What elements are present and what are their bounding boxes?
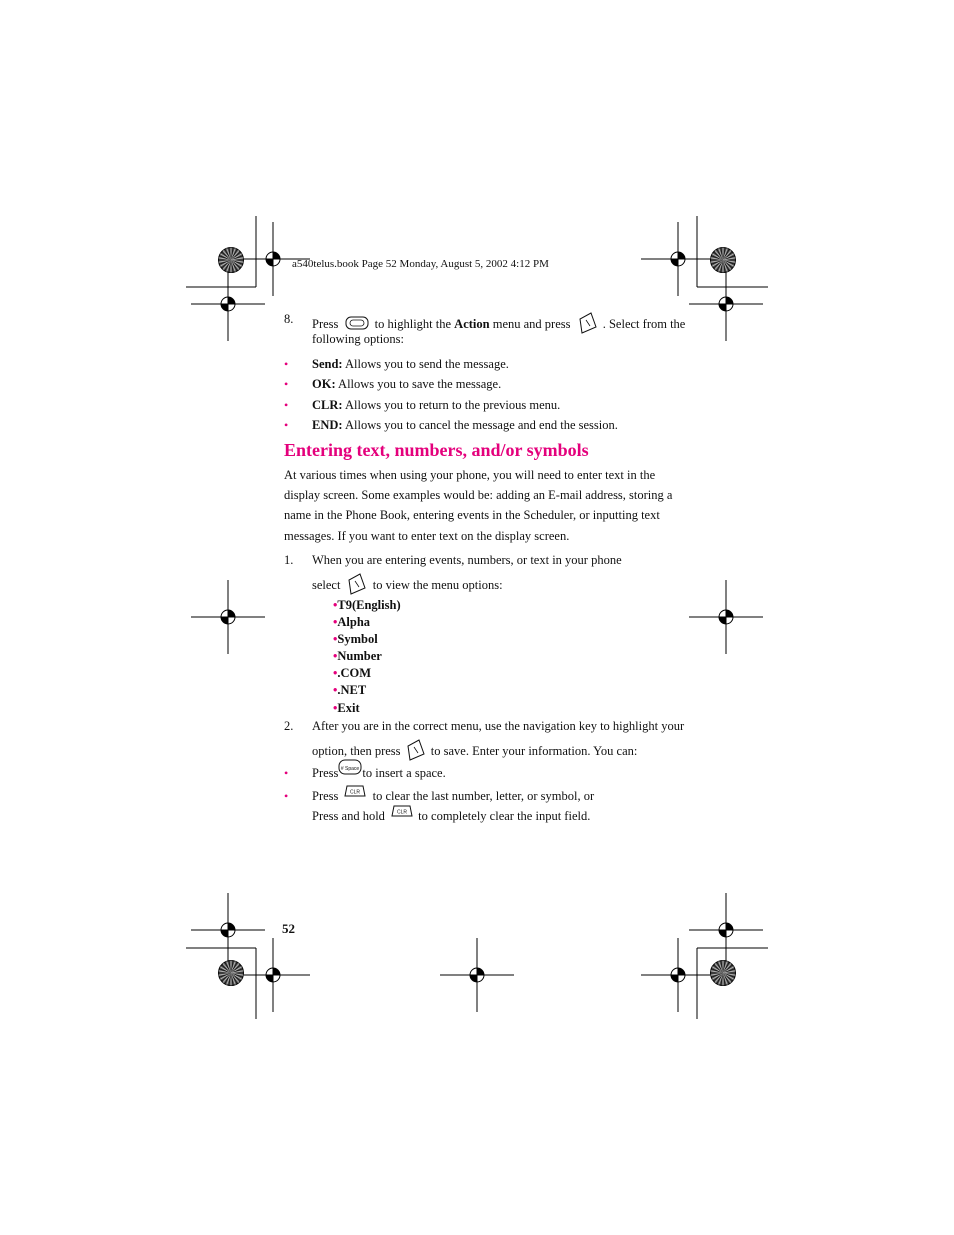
space-key-icon [338,758,362,780]
starburst-target [710,960,736,986]
clr-key-label: CLR [349,789,360,796]
step-text: . Select from the [602,316,686,331]
option-item [284,376,501,392]
registration-target [689,267,763,341]
step-text: option, then press [312,743,401,758]
option-desc: Allows you to send the message. [345,357,509,371]
registration-target [191,267,265,341]
bullet: • [284,398,289,412]
space-key-label: # Space [341,766,360,772]
intro-line: name in the Phone Book, entering events in the Scheduler, or inputting text [284,508,660,522]
section-heading: Entering text, numbers, and/or symbols [284,440,589,460]
bullet: • [284,377,289,391]
step-text: to view the menu options: [372,577,503,592]
menu-option-item [333,648,382,665]
press-hold-text: Press and hold [312,809,385,823]
step-text: to insert a space. [362,765,446,780]
intro-line: At various times when using your phone, you will need to enter text in the [284,468,656,482]
option-item [284,356,509,372]
bullet: • [284,765,289,780]
step-1-line-1: When you are entering events, numbers, or text in your phone [312,553,622,567]
option-label: Send: [312,357,343,371]
option-label: OK: [312,377,336,391]
menu-option-label: .COM [337,666,372,680]
clr-bullet-item [284,788,594,806]
select-text: select [312,577,341,592]
press-text: Press [312,765,339,780]
intro-line: display screen. Some examples would be: adding an E-mail address, storing a [284,488,673,502]
space-bullet-item [284,763,446,785]
step-text: to highlight the [374,316,452,331]
ok-key-icon [406,738,426,766]
starburst-target [218,247,244,273]
step-text: to completely clear the input field. [418,809,591,823]
step-number: 2. [284,719,294,733]
registration-target [689,580,763,654]
menu-option-label: Number [337,649,382,663]
bullet: • [333,615,338,629]
ok-key-icon [578,311,598,339]
menu-option-item [333,665,371,682]
step-text: to save. Enter your information. You can: [430,743,638,758]
bullet: • [284,357,289,371]
step-1-line-2 [312,572,503,600]
bullet: • [333,598,338,612]
bullet: • [284,789,289,803]
menu-option-label: .NET [337,683,367,697]
press-text: Press [312,789,339,803]
option-label: CLR: [312,398,343,412]
registration-target [641,938,715,1012]
menu-option-label: Symbol [337,632,378,646]
bullet: • [284,418,289,432]
step-number: 1. [284,553,294,567]
clr-bullet-line-2 [312,808,590,826]
intro-line: messages. If you want to enter text on the display screen. [284,529,570,543]
clr-key-label: CLR [397,809,408,816]
menu-key-icon [347,572,367,600]
action-menu-label: Action [454,316,490,331]
option-item [284,397,560,413]
option-item [284,417,618,433]
step-text: to clear the last number, letter, or symbol, or [372,789,595,803]
bullet: • [333,683,338,697]
bullet: • [333,649,338,663]
menu-option-item [333,682,366,699]
press-text: Press [312,316,339,331]
option-desc: Allows you to return to the previous menu. [345,398,561,412]
registration-target [236,938,310,1012]
step-2-line-1: After you are in the correct menu, use the navigation key to highlight your [312,719,685,733]
step-text: menu and press [492,316,571,331]
registration-target [191,580,265,654]
option-desc: Allows you to save the message. [338,377,502,391]
menu-option-label: Exit [337,701,360,715]
clr-key-icon [344,784,366,802]
registration-target [440,938,514,1012]
menu-option-item [333,614,370,631]
page-number: 52 [282,921,295,936]
menu-option-item [333,700,360,717]
bullet: • [333,632,338,646]
file-header: a540telus.book Page 52 Monday, August 5, 2002 4:12 PM [292,258,549,270]
option-label: END: [312,418,343,432]
step-number: 8. [284,312,294,326]
menu-option-item [333,631,378,648]
menu-option-label: Alpha [337,615,371,629]
starburst-target [218,960,244,986]
option-desc: Allows you to cancel the message and end the session. [345,418,618,432]
starburst-target [710,247,736,273]
menu-option-label: T9(English) [337,598,401,612]
clr-key-icon [391,804,413,822]
bullet: • [333,701,338,715]
bullet: • [333,666,338,680]
step-8-line-2: following options: [312,332,405,346]
menu-option-item [333,597,401,614]
